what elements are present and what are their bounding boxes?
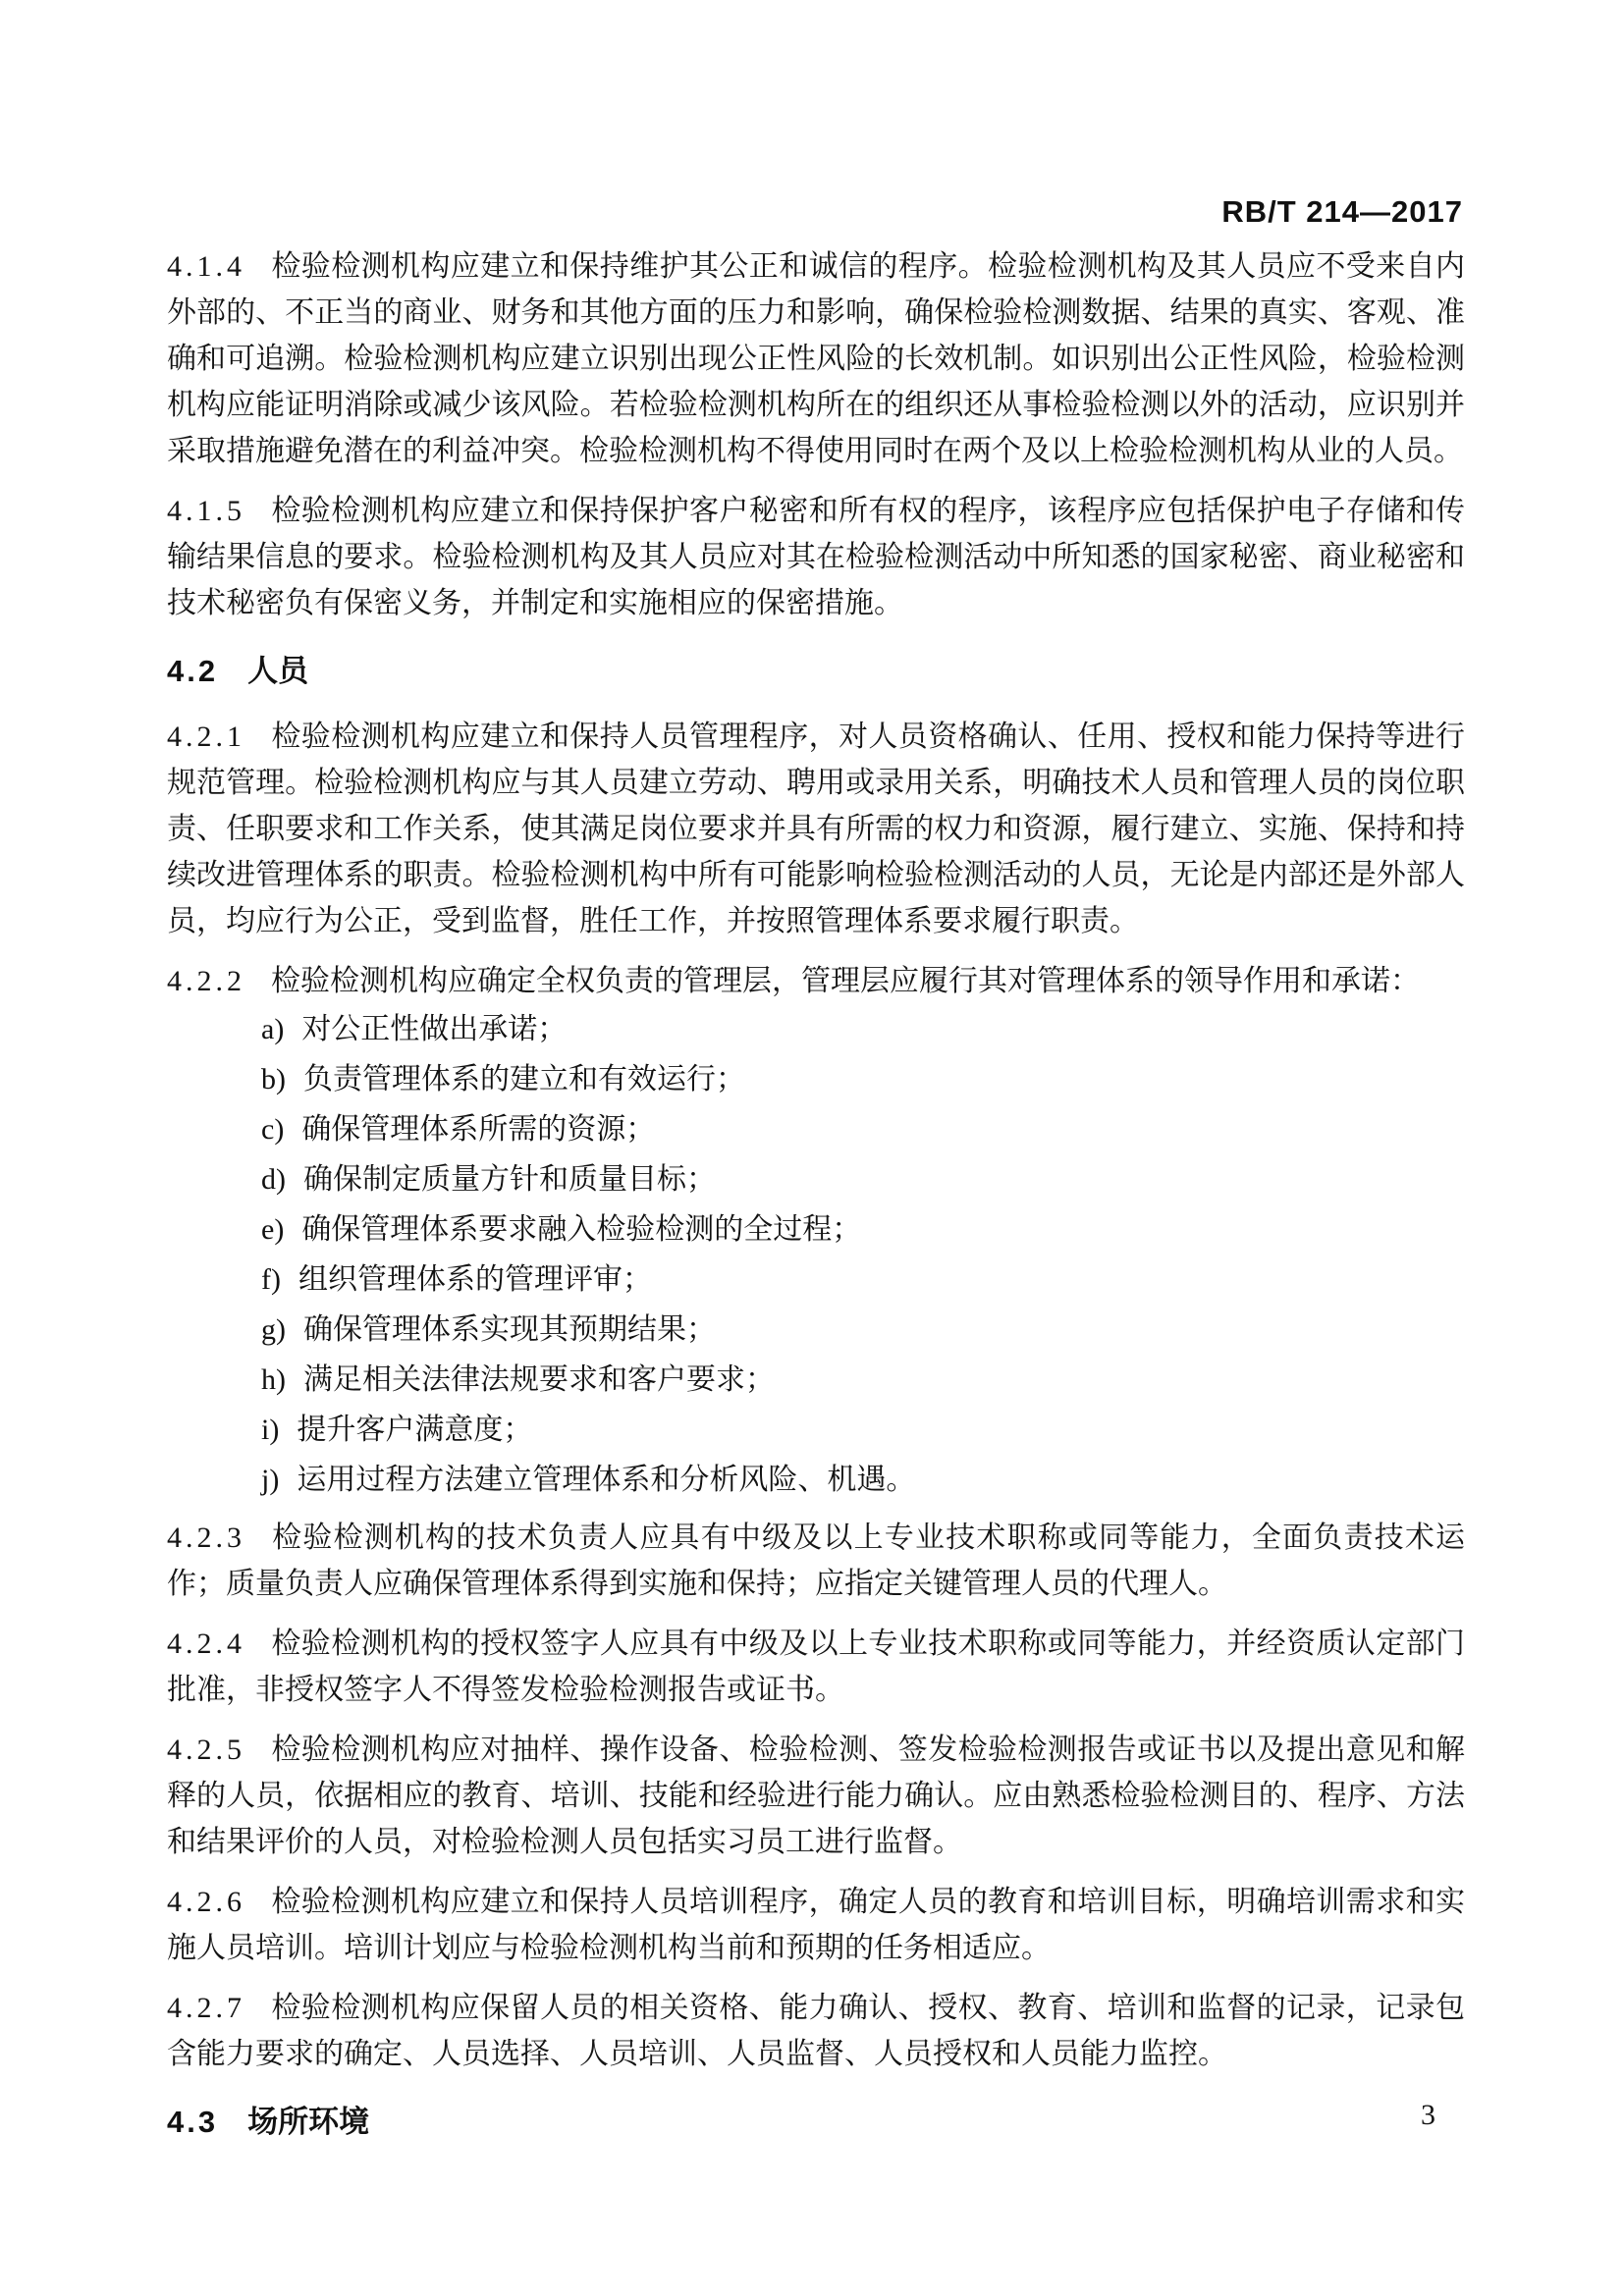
- list-item-text: 对公正性做出承诺；: [301, 1013, 568, 1045]
- list-marker: e): [261, 1213, 285, 1246]
- list-marker: i): [261, 1414, 280, 1446]
- clause-4-1-5: [167, 488, 1465, 626]
- list-item-text: 满足相关法律法规要求和客户要求；: [303, 1363, 775, 1396]
- clause-text: 检验检测机构应对抽样、操作设备、检验检测、签发检验检测报告或证书以及提出意见和解释的人员，依据相应的教育、培训、技能和经验进行能力确认。应由熟悉检验检测目的、程序、方法和结果评价的人员，对检验检测人员包括实习员工进行监督。: [167, 1734, 1465, 1858]
- document-body: [167, 243, 1465, 2164]
- list-item-j: [167, 1457, 1465, 1503]
- clause-4-2-2-list: [167, 1006, 1465, 1503]
- clause-text: 检验检测机构应建立和保持人员培训程序，确定人员的教育和培训目标，明确培训需求和实施人员培训。培训计划应与检验检测机构当前和预期的任务相适应。: [167, 1886, 1465, 1964]
- clause-4-2-4: [167, 1621, 1465, 1713]
- list-item-h: [167, 1357, 1465, 1403]
- standard-number: RB/T 214—2017: [1221, 194, 1463, 229]
- list-item-a: [167, 1006, 1465, 1052]
- section-title: 场所环境: [247, 2105, 370, 2139]
- list-item-e: [167, 1206, 1465, 1253]
- list-marker: b): [261, 1063, 286, 1095]
- list-marker: g): [261, 1313, 286, 1346]
- clause-4-2-3: [167, 1515, 1465, 1607]
- document-header: [1221, 194, 1463, 230]
- clause-number: 4.2.6: [167, 1886, 245, 1918]
- list-marker: d): [261, 1163, 286, 1196]
- list-item-text: 确保管理体系要求融入检验检测的全过程；: [301, 1213, 862, 1246]
- list-item-g: [167, 1307, 1465, 1353]
- clause-text: 检验检测机构应建立和保持人员管理程序，对人员资格确认、任用、授权和能力保持等进行规范管理。检验检测机构应与其人员建立劳动、聘用或录用关系，明确技术人员和管理人员的岗位职责、任职要求和工作关系，使其满足岗位要求并具有所需的权力和资源，履行建立、实施、保持和持续改进管理体系的职责。检验检测机构中所有可能影响检验检测活动的人员，无论是内部还是外部人员，均应行为公正，受到监督，胜任工作，并按照管理体系要求履行职责。: [167, 721, 1465, 937]
- clause-number: 4.1.4: [167, 250, 245, 283]
- clause-number: 4.2.3: [167, 1522, 245, 1554]
- section-title: 人员: [247, 654, 309, 688]
- list-item-text: 提升客户满意度；: [297, 1414, 533, 1446]
- section-heading-4-2: [167, 648, 1465, 694]
- clause-4-1-4: [167, 243, 1465, 474]
- list-item-i: [167, 1407, 1465, 1453]
- clause-text: 检验检测机构应建立和保持维护其公正和诚信的程序。检验检测机构及其人员应不受来自内外部的、不正当的商业、财务和其他方面的压力和影响，确保检验检测数据、结果的真实、客观、准确和可追溯。检验检测机构应建立识别出现公正性风险的长效机制。如识别出公正性风险，检验检测机构应能证明消除或减少该风险。若检验检测机构所在的组织还从事检验检测以外的活动，应识别并采取措施避免潜在的利益冲突。检验检测机构不得使用同时在两个及以上检验检测机构从业的人员。: [167, 250, 1465, 467]
- list-marker: h): [261, 1363, 286, 1396]
- clause-text: 检验检测机构应建立和保持保护客户秘密和所有权的程序，该程序应包括保护电子存储和传输结果信息的要求。检验检测机构及其人员应对其在检验检测活动中所知悉的国家秘密、商业秘密和技术秘密负有保密义务，并制定和实施相应的保密措施。: [167, 495, 1465, 619]
- clause-4-2-2: [167, 958, 1465, 1004]
- clause-number: 4.2.5: [167, 1734, 245, 1766]
- page-number: 3: [1421, 2099, 1435, 2131]
- clause-number: 4.2.7: [167, 1992, 245, 2024]
- clause-number: 4.2.1: [167, 721, 245, 753]
- clause-4-2-6: [167, 1879, 1465, 1971]
- clause-4-2-7: [167, 1985, 1465, 2077]
- list-item-b: [167, 1056, 1465, 1102]
- list-marker: f): [261, 1263, 281, 1296]
- section-heading-4-3: [167, 2099, 1465, 2145]
- list-item-text: 运用过程方法建立管理体系和分析风险、机遇。: [297, 1464, 916, 1496]
- list-marker: j): [261, 1464, 280, 1496]
- clause-text: 检验检测机构应确定全权负责的管理层，管理层应履行其对管理体系的领导作用和承诺：: [271, 965, 1420, 997]
- clause-4-2-1: [167, 714, 1465, 944]
- clause-text: 检验检测机构的授权签字人应具有中级及以上专业技术职称或同等能力，并经资质认定部门批准，非授权签字人不得签发检验检测报告或证书。: [167, 1628, 1465, 1706]
- clause-4-2-5: [167, 1727, 1465, 1865]
- clause-text: 检验检测机构应保留人员的相关资格、能力确认、授权、教育、培训和监督的记录，记录包含能力要求的确定、人员选择、人员培训、人员监督、人员授权和人员能力监控。: [167, 1992, 1465, 2070]
- list-item-text: 确保制定质量方针和质量目标；: [303, 1163, 716, 1196]
- list-item-text: 负责管理体系的建立和有效运行；: [303, 1063, 745, 1095]
- clause-text: 检验检测机构的技术负责人应具有中级及以上专业技术职称或同等能力，全面负责技术运作；质量负责人应确保管理体系得到实施和保持；应指定关键管理人员的代理人。: [167, 1522, 1465, 1600]
- list-item-d: [167, 1156, 1465, 1202]
- list-item-text: 组织管理体系的管理评审；: [298, 1263, 652, 1296]
- list-marker: a): [261, 1013, 285, 1045]
- list-item-c: [167, 1106, 1465, 1152]
- clause-number: 4.2.2: [167, 965, 245, 997]
- section-number: 4.3: [167, 2105, 219, 2139]
- list-item-text: 确保管理体系实现其预期结果；: [303, 1313, 716, 1346]
- list-marker: c): [261, 1113, 285, 1146]
- clause-number: 4.1.5: [167, 495, 245, 527]
- list-item-text: 确保管理体系所需的资源；: [301, 1113, 656, 1146]
- list-item-f: [167, 1256, 1465, 1303]
- section-number: 4.2: [167, 654, 219, 688]
- clause-number: 4.2.4: [167, 1628, 245, 1660]
